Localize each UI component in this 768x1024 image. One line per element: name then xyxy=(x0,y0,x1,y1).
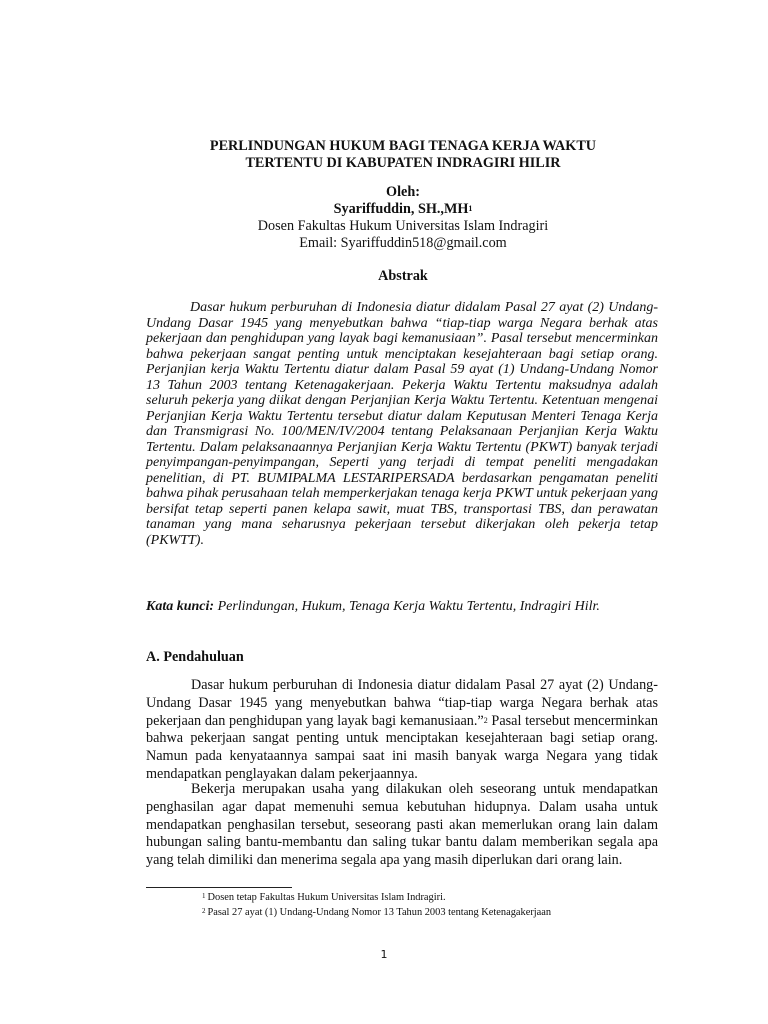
footnote-1-text: Dosen tetap Fakultas Hukum Universitas Islam Indragiri. xyxy=(207,892,446,903)
body-paragraph-2: Bekerja merupakan usaha yang dilakukan oleh seseorang untuk mendapatkan penghasilan agar dapat memenuhi semua kebutuhan hidupnya. Dalam usaha untuk mendapatkan penghasilan tersebut, seseorang pasti akan memerlukan orang lain dalam hubungan saling bantu-membantu dan saling tukar bantu dalam memberikan segala apa yang telah dimiliki dan menerima segala apa yang masih diperlukan dari orang lain. xyxy=(146,781,658,869)
paper-title xyxy=(146,138,660,172)
paragraph-1-rest: Pasal tersebut mencerminkan bahwa pekerjaan sangat penting untuk menciptakan kesejahteraan bagi setiap orang. Namun pada kenyataannya sampai saat ini masih banyak warga Negara yang tidak mendapatkan penglayakan dalam pekerjaannya. xyxy=(146,712,658,782)
paragraph-1-main: Dasar hukum perburuhan di Indonesia diatur didalam Pasal 27 ayat (2) Undang-Undang Dasar 1945 yang menyebutkan bahwa “tiap-tiap warga Negara berhak atas pekerjaan dan penghidupan yang layak bagi kemanusiaan.” xyxy=(146,677,658,729)
footnote-2 xyxy=(202,906,551,919)
title-line-2: TERTENTU DI KABUPATEN INDRAGIRI HILIR xyxy=(245,155,561,171)
byline-oleh: Oleh: xyxy=(386,184,420,200)
footnote-2-text: Pasal 27 ayat (1) Undang-Undang Nomor 13 Tahun 2003 tentang Ketenagakerjaan xyxy=(207,907,552,918)
footnote-1-number: 1 xyxy=(202,892,206,900)
author-affiliation: Dosen Fakultas Hukum Universitas Islam Indragiri xyxy=(257,218,549,234)
title-line-1: PERLINDUNGAN HUKUM BAGI TENAGA KERJA WAKTU xyxy=(209,138,597,154)
abstract-text: Dasar hukum perburuhan di Indonesia diatur didalam Pasal 27 ayat (2) Undang-Undang Dasar 1945 yang menyebutkan bahwa “tiap-tiap warga Negara berhak atas pekerjaan dan penghidupan yang layak bagi kemanusiaan”. Pasal tersebut mencerminkan bahwa pekerjaan sangat penting untuk menciptakan kesejahteraan bagi setiap orang. Perjanjian kerja Waktu Tertentu diatur dalam Pasal 59 ayat (1) Undang-Undang Nomor 13 Tahun 2003 tentang Ketenagakerjaan. Pekerja Waktu Tertentu maksudnya adalah seluruh pekerja yang diikat dengan Perjanjian Kerja Waktu Tertentu. Ketentuan mengenai Perjanjian Kerja Waktu Tertentu tersebut diatur dalam Keputusan Menteri Tenaga Kerja dan Transmigrasi No. 100/MEN/IV/2004 tentang Pelaksanaan Perjanjian Kerja Waktu Tertentu. Dalam pelaksanaannya Perjanjian Kerja Waktu Tertentu (PKWT) banyak terjadi penyimpangan-penyimpangan, Seperti yang terjadi di tempat peneliti mengadakan penelitian, di PT. BUMIPALMA LESTARIPERSADA berdasarkan pengamatan peneliti bahwa pihak perusahaan telah memperkerjakan tenaga kerja PKWT untuk pekerjaan yang bersifat tetap seperti panen kelapa sawit, muat TBS, transportasi TBS, dan perawatan tanaman yang mana seharusnya pekerjaan tersebut dikerjakan oleh pekerja tetap (PKWTT). xyxy=(146,300,658,548)
keywords xyxy=(146,598,666,615)
footnote-1 xyxy=(202,891,446,904)
section-heading: A. Pendahuluan xyxy=(146,649,244,665)
author-name-text: Syariffuddin, SH.,MH xyxy=(333,201,469,217)
author-name xyxy=(146,201,660,218)
footnote-divider xyxy=(146,887,292,888)
author-email: Email: Syariffuddin518@gmail.com xyxy=(299,235,507,251)
footnote-2-number: 2 xyxy=(202,907,206,915)
keywords-label: Kata kunci: xyxy=(146,599,215,614)
body-paragraph-1 xyxy=(146,677,658,784)
keywords-text: Perlindungan, Hukum, Tenaga Kerja Waktu Tertentu, Indragiri Hilr. xyxy=(214,599,600,614)
author-footnote-ref: 1 xyxy=(468,204,473,213)
abstract-heading: Abstrak xyxy=(378,268,428,284)
paragraph-1-footnote-ref: 2 xyxy=(483,715,488,725)
page-number: 1 xyxy=(380,948,388,961)
